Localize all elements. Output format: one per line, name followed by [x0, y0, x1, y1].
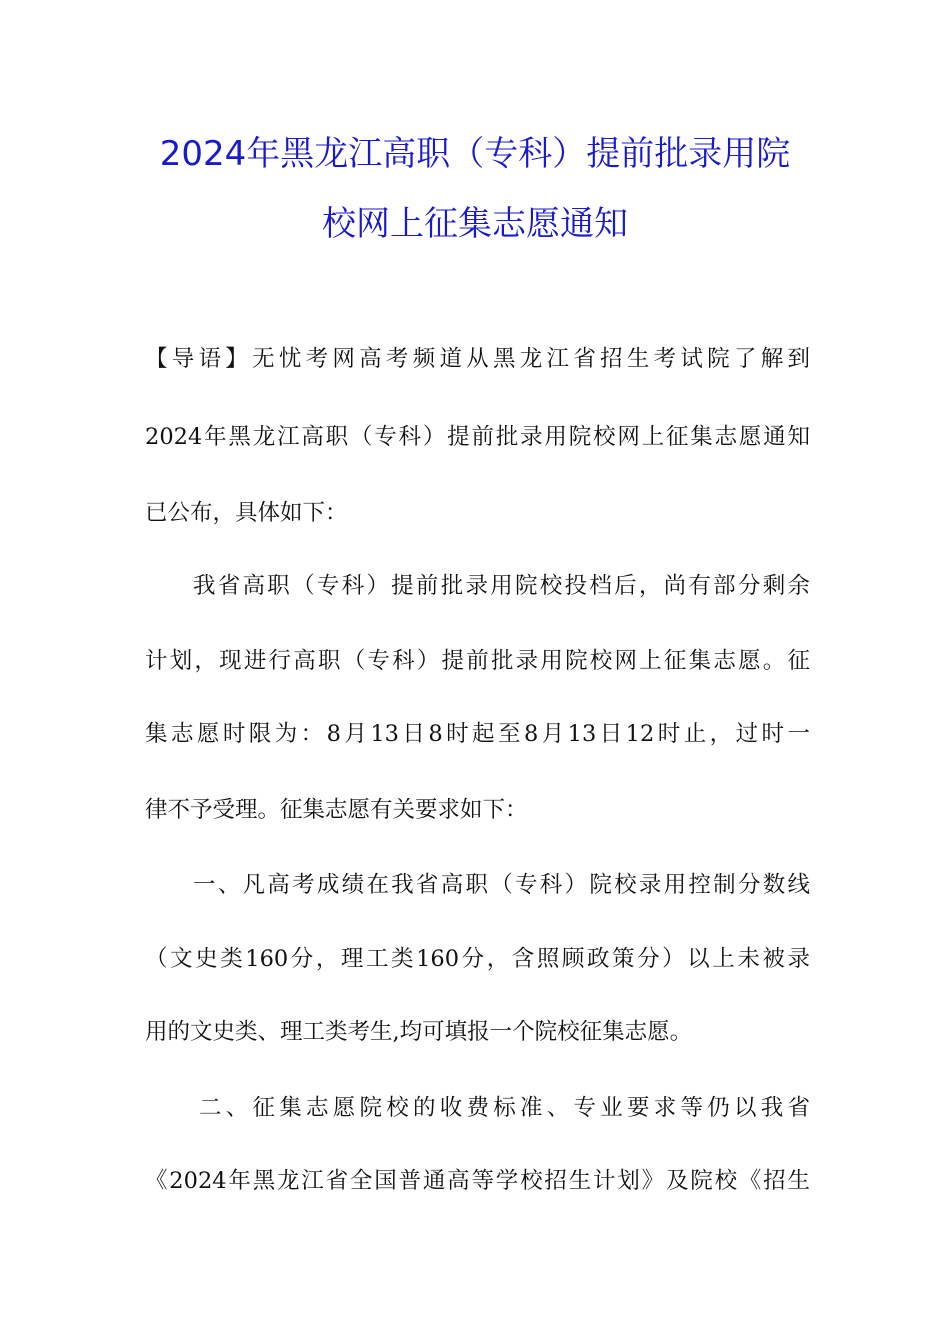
paragraph-1-line-2: 计划，现进行高职（专科）提前批录用院校网上征集志愿。征	[145, 648, 810, 674]
intro-line-3: 已公布，具体如下：	[145, 500, 348, 526]
paragraph-1-line-1: 我省高职（专科）提前批录用院校投档后，尚有部分剩余	[193, 573, 810, 599]
document-title-line-2: 校网上征集志愿通知	[322, 204, 628, 244]
item-1-line-1: 一、凡高考成绩在我省高职（专科）院校录用控制分数线	[193, 872, 810, 898]
item-1-line-2: （文史类160分，理工类160分，含照顾政策分）以上未被录	[145, 946, 810, 972]
paragraph-1-line-3: 集志愿时限为：8月13日8时起至8月13日12时止，过时一	[145, 721, 810, 747]
intro-line-2: 2024年黑龙江高职（专科）提前批录用院校网上征集志愿通知	[145, 424, 810, 450]
item-1-line-3: 用的文史类、理工类考生,均可填报一个院校征集志愿。	[145, 1019, 693, 1045]
item-2-line-2: 《2024年黑龙江省全国普通高等学校招生计划》及院校《招生	[145, 1168, 810, 1194]
item-2-line-1: 二、征集志愿院校的收费标准、专业要求等仍以我省	[199, 1095, 810, 1121]
paragraph-1-line-4: 律不予受理。征集志愿有关要求如下：	[145, 797, 528, 823]
document-title-line-1: 2024年黑龙江高职（专科）提前批录用院	[159, 134, 791, 174]
intro-line-1: 【导语】无忧考网高考频道从黑龙江省招生考试院了解到	[145, 346, 810, 372]
